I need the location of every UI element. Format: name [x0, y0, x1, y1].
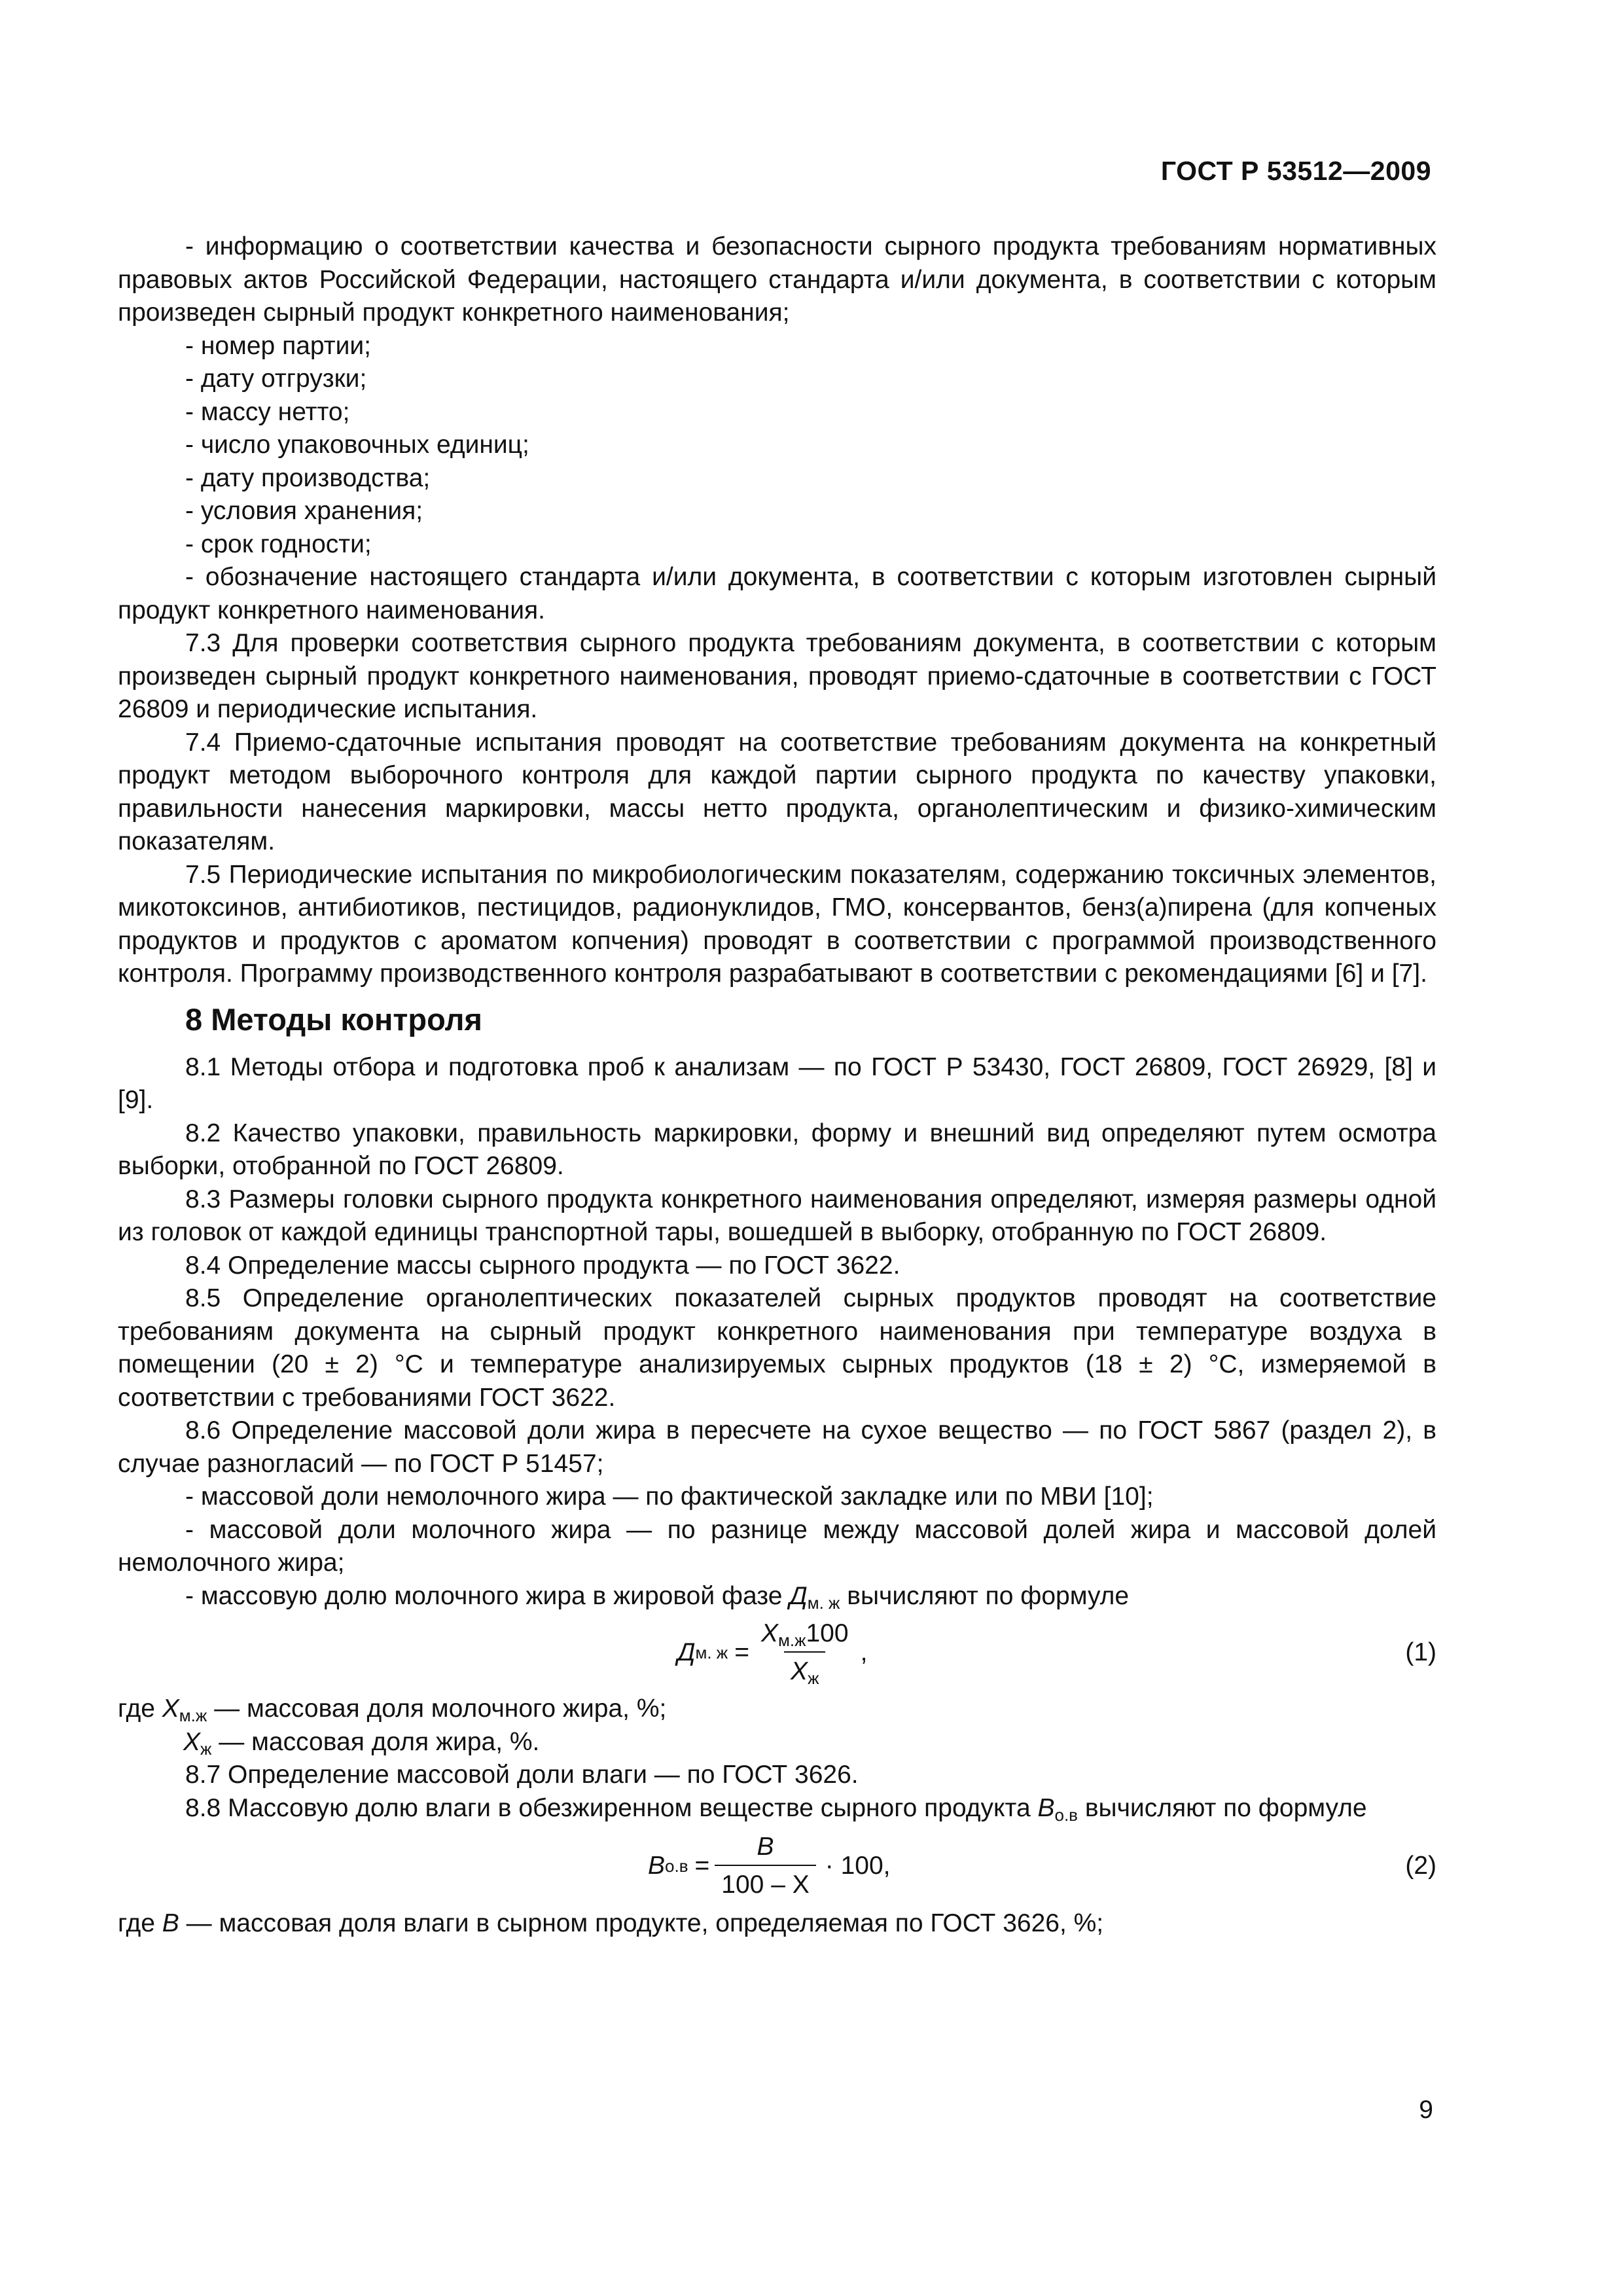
formula-1-den-symbol: Х — [791, 1657, 808, 1685]
page-number: 9 — [1419, 2096, 1433, 2124]
where-3-symbol: В — [162, 1909, 179, 1937]
formula-1-block — [118, 1613, 1436, 1693]
list-item: - дату отгрузки; — [185, 365, 367, 393]
clause-8-8-subscript: о.в — [1054, 1804, 1078, 1825]
list-item: - информацию о соответствии качества и безопасности сырного продукта требованиям нормативных правовых актов Российской Федерации, настоящего стандарта и/или документа, в соответствии с которым произведен сырный продукт конкретного наименования; — [118, 232, 1436, 327]
where-3-prefix: где — [118, 1909, 162, 1937]
formula-2-fraction — [715, 1831, 815, 1902]
where-1-subscript: м.ж — [179, 1706, 207, 1725]
clause-7-4: 7.4 Приемо-сдаточные испытания проводят на соответствие требованиям документа на конкретный продукт методом выборочного контроля для каждой партии сырного продукта по качеству упаковки, правильности нанесения маркировки, массы нетто продукта, органолептическим и физико-химическим показателям. — [118, 728, 1436, 855]
where-line-1 — [118, 1693, 1436, 1726]
list-item: - дату производства; — [185, 463, 431, 492]
formula-2-denominator: 100 – Х — [715, 1865, 815, 1902]
list-item: - массовой доли молочного жира — по разнице между массовой долей жира и массовой долей немолочного жира; — [118, 1515, 1436, 1577]
where-3-text: — массовая доля влаги в сырном продукте, определяемая по ГОСТ 3626, %; — [179, 1909, 1104, 1937]
formula-1-num-tail: 100 — [806, 1619, 849, 1647]
where-1-symbol: Х — [162, 1695, 179, 1723]
formula-1: Д м. ж = $\frac{Х_{м.ж}100}{Х_ж}$ , — [677, 1613, 867, 1693]
where-2-text: — массовая доля жира, %. — [211, 1727, 540, 1756]
list-item: - число упаковочных единиц; — [185, 431, 529, 459]
where-1-text: — массовая доля молочного жира, %; — [207, 1695, 667, 1723]
clause-8-8-text: 8.8 Массовую долю влаги в обезжиренном веществе сырного продукта — [185, 1793, 1038, 1822]
formula-1-num-symbol: Х — [760, 1619, 778, 1647]
where-line-3 — [118, 1907, 1436, 1941]
clause-7-5: 7.5 Периодические испытания по микробиологическим показателям, содержанию токсичных элементов, микотоксинов, антибиотиков, пестицидов, радионуклидов, ГМО, консервантов, бенз(а)пирена (для копченых продуктов и продуктов с ароматом копчения) проводят в соответствии с программой производственного контроля. Программу производственного контроля разрабатывают в соответствии с рекомендациями [6] и [7]. — [118, 860, 1436, 988]
formula-2-number: (2) — [1405, 1851, 1436, 1880]
list-item: - обозначение настоящего стандарта и/или документа, в соответствии с которым изготовлен сырный продукт конкретного наименования. — [118, 563, 1436, 624]
formula-1-intro-symbol: Д — [789, 1581, 808, 1610]
clause-8-6: 8.6 Определение массовой доли жира в пересчете на сухое вещество — по ГОСТ 5867 (раздел 2), в случае разногласий — по ГОСТ Р 51457; — [118, 1416, 1436, 1478]
list-item: - условия хранения; — [185, 497, 423, 525]
list-item: - срок годности; — [185, 529, 372, 558]
clause-8-4: 8.4 Определение массы сырного продукта — по ГОСТ 3622. — [185, 1251, 901, 1280]
formula-1-equals: = — [734, 1638, 749, 1666]
clause-8-8-end: вычисляют по формуле — [1078, 1793, 1367, 1822]
formula-1-tail: , — [860, 1638, 868, 1666]
formula-2-block — [118, 1825, 1436, 1907]
clause-8-8 — [118, 1792, 1436, 1825]
clause-8-5: 8.5 Определение органолептических показателей сырных продуктов проводят на соответствие требованиям документа на сырный продукт конкретного наименования при температуре воздуха в помещении (20 ± 2) °С и температуре анализируемых сырных продуктов (18 ± 2) °С, измеряемой в соответствии с требованиями ГОСТ 3622. — [118, 1284, 1436, 1412]
formula-2-numerator: В — [757, 1832, 774, 1861]
clause-8-1: 8.1 Методы отбора и подготовка проб к анализам — по ГОСТ Р 53430, ГОСТ 26809, ГОСТ 26929, [8] и [9]. — [118, 1052, 1436, 1114]
formula-1-intro-end: вычисляют по формуле — [840, 1581, 1130, 1610]
formula-1-den-subscript: ж — [808, 1668, 819, 1688]
formula-2-lhs: В — [648, 1851, 666, 1880]
formula-2-tail: · 100, — [825, 1851, 891, 1880]
formula-1-intro — [118, 1580, 1436, 1613]
clause-8-8-symbol: В — [1037, 1793, 1055, 1822]
formula-1-intro-text: - массовую долю молочного жира в жировой фазе — [185, 1581, 783, 1610]
formula-2-equals: = — [694, 1851, 710, 1880]
section-8-title: 8 Методы контроля — [185, 1001, 482, 1037]
clause-8-2: 8.2 Качество упаковки, правильность маркировки, форму и внешний вид определяют путем осмотра выборки, отобранной по ГОСТ 26809. — [118, 1119, 1436, 1180]
clause-8-7: 8.7 Определение массовой доли влаги — по ГОСТ 3626. — [185, 1761, 859, 1789]
formula-1-numerator — [755, 1617, 855, 1652]
list-item: - массу нетто; — [185, 397, 350, 426]
formula-1-intro-subscript: м. ж — [807, 1592, 840, 1613]
page-header-standard-id: ГОСТ Р 53512—2009 — [1160, 156, 1431, 186]
formula-1-denominator — [784, 1651, 825, 1689]
formula-1-fraction — [755, 1617, 855, 1689]
formula-2: В о.в = $\frac{В}{100 - Х}$ · 100, — [648, 1825, 890, 1907]
list-item: - номер партии; — [185, 331, 371, 360]
where-1-prefix: где — [118, 1695, 162, 1723]
formula-1-number: (1) — [1405, 1638, 1436, 1666]
where-2-symbol: Х — [183, 1727, 201, 1756]
formula-1-lhs: Д — [677, 1638, 696, 1666]
clause-8-3: 8.3 Размеры головки сырного продукта конкретного наименования определяют, измеряя размеры одной из головок от каждой единицы транспортной тары, вошедшей в выборку, отобранную по ГОСТ 26809. — [118, 1185, 1436, 1246]
clause-7-3: 7.3 Для проверки соответствия сырного продукта требованиям документа, в соответствии с которым произведен сырный продукт конкретного наименования, проводят приемо-сдаточные в соответствии с ГОСТ 26809 и периодические испытания. — [118, 629, 1436, 723]
document-body — [118, 230, 1436, 1941]
where-2-subscript: ж — [200, 1738, 212, 1759]
list-item: - массовой доли немолочного жира — по фактической закладке или по МВИ [10]; — [185, 1482, 1154, 1511]
where-line-2 — [118, 1726, 1436, 1759]
formula-1-num-subscript: м.ж — [777, 1630, 806, 1650]
